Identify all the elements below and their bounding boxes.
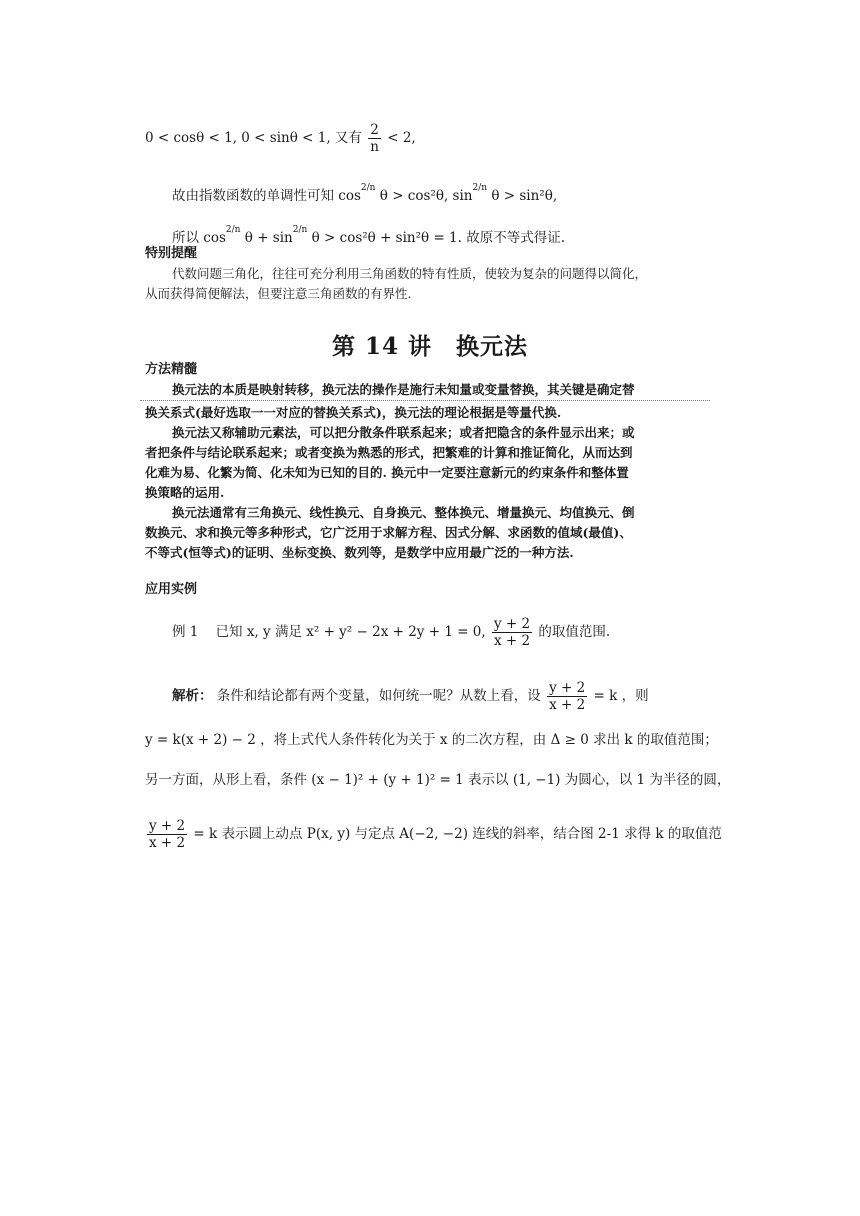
proof-text: < 2, [387,130,416,146]
reminder-line: 代数问题三角化，往往可充分利用三角函数的特有性质，使较为复杂的问题得以简化， [172,266,648,281]
lecture-title: 第 14 讲 换元法 [331,333,529,360]
solution-line-3: 另一方面，从形上看，条件 (x − 1)² + (y + 1)² = 1 表示以 (1, −1) 为圆心，以 1 为半径的圆， [145,772,731,788]
solution-line-2: y = k(x + 2) − 2 ，将上式代人条件转化为关于 x 的二次方程，由 Δ ≥ 0 求出 k 的取值范围； [145,732,718,748]
fraction: $\frac{y + 2}{x + 2}$ [149,818,186,851]
proof-line-1 [145,122,416,155]
method-line: 不等式(恒等式)的证明、坐标变换、数列等，是数学中应用最广泛的一种方法. [145,545,574,560]
method-line: 换元法的本质是映射转移，换元法的操作是施行未知量或变量替换，其关键是确定替 [172,382,635,397]
method-line: 数换元、求和换元等多种形式，它广泛用于求解方程、因式分解、求函数的值域(最值)、 [145,525,632,540]
reminder-line: 从而获得简便解法，但要注意三角函数的有界性. [145,286,412,301]
fraction: $\frac{2}{n}$ [370,122,379,155]
fraction: $\frac{y + 2}{x + 2}$ [549,680,586,713]
proof-text: 0 < cosθ < 1, 0 < sinθ < 1, 又有 [145,130,362,146]
solution-label: 解析： [172,688,213,704]
method-line: 换策略的运用. [145,485,225,500]
proof-line-3: 所以 $\cos^{2/n} \theta + \sin^{2/n} \theta > \cos^2\theta + \sin^2\theta = 1$. 故原不等式得证. [172,225,566,246]
method-line: 者把条件与结论联系起来；或者变换为熟悉的形式，把繁难的计算和推证简化，从而达到 [145,445,633,460]
method-heading: 方法精髓 [145,362,198,377]
examples-heading: 应用实例 [145,582,198,597]
solution-line-4: $\frac{y + 2}{x + 2}$ = k 表示圆上动点 P(x, y) 与定点 A(−2, −2) 连线的斜率，结合图 2-1 求得 k 的取值范 [149,818,722,851]
proof-line-2: 故由指数函数的单调性可知 $\cos^{2/n} \theta > \cos^2\theta$, $\sin^{2/n} \theta > \sin^2\theta$, [172,183,558,204]
method-line: 换元法通常有三角换元、线性换元、自身换元、整体换元、增量换元、均值换元、倒 [172,505,635,520]
example-label: 例 1 [172,624,199,640]
method-line: 换元法又称辅助元素法，可以把分散条件联系起来；或者把隐含的条件显示出来；或 [172,425,635,440]
example-1: 例 1 已知 x, y 满足 x² + y² − 2x + 2y + 1 = 0, $\frac{y + 2}{x + 2}$ 的取值范围. [172,616,611,649]
reminder-heading: 特别提醒 [145,246,198,261]
solution-line-1: 解析： 条件和结论都有两个变量，如何统一呢？从数上看，设 $\frac{y + 2}{x + 2}$ = k ，则 [172,680,649,713]
page-divider [140,400,710,401]
method-line: 化难为易、化繁为简、化未知为已知的目的. 换元中一定要注意新元的约束条件和整体置 [145,465,629,480]
fraction: $\frac{y + 2}{x + 2}$ [493,616,531,649]
method-line: 换关系式(最好选取一一对应的替换关系式)，换元法的理论根据是等量代换. [145,405,562,420]
